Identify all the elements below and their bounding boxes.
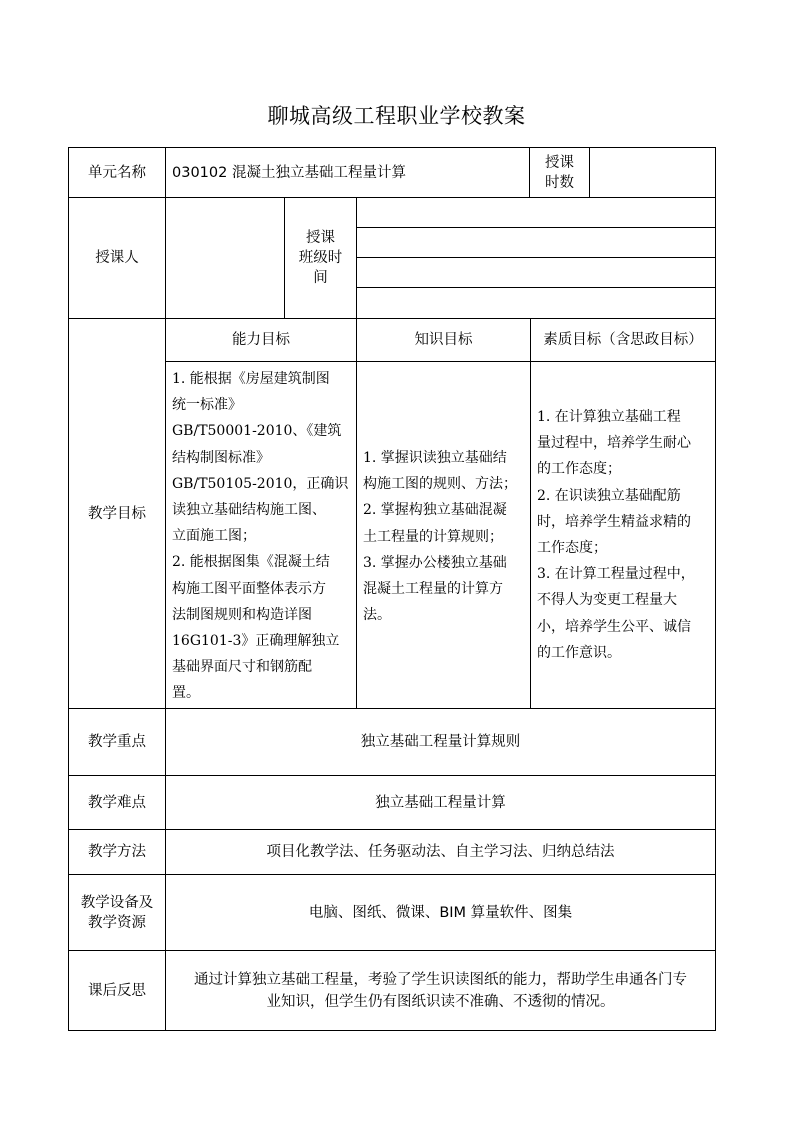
ability-objective-header: 能力目标 xyxy=(232,332,290,348)
teacher-value xyxy=(166,198,284,318)
ability-objective-text: 1. 能根据《房屋建筑制图 统一标准》 GB/T50001-2010、《建筑 结构制图标准》 GB/T50105-2010，正确识 读独立基础结构施工图、 立面施工图； 2. 能根据图集《混凝土结 构施工图平面整体表示方 法制图规则和构造详图 16G101-3》正确理解独立 基础界面尺寸和钢筋配 置。 xyxy=(172,371,349,702)
teacher-label: 授课人 xyxy=(95,250,139,266)
class-time-slot-1 xyxy=(357,198,715,227)
resources-label: 教学设备及 教学资源 xyxy=(80,894,154,931)
difficulty-value: 独立基础工程量计算 xyxy=(375,794,506,811)
class-time-slot-4 xyxy=(357,288,715,318)
resources-value: 电脑、图纸、微课、BIM 算量软件、图集 xyxy=(308,904,573,921)
teaching-hours-value xyxy=(590,148,715,197)
quality-objective-header: 素质目标（含思政目标） xyxy=(543,332,703,348)
page-title: 聊城高级工程职业学校教案 xyxy=(267,104,526,128)
knowledge-objective-header: 知识目标 xyxy=(414,332,473,348)
reflection-value: 通过计算独立基础工程量，考验了学生识读图纸的能力，帮助学生串通各门专 业知识，但学生仍有图纸识读不准确、不透彻的情况。 xyxy=(194,971,687,1010)
method-value: 项目化教学法、任务驱动法、自主学习法、归纳总结法 xyxy=(266,844,615,860)
knowledge-objective-text: 1. 掌握识读独立基础结 构施工图的规则、方法； 2. 掌握构独立基础混凝 土工程量的计算规则； 3. 掌握办公楼独立基础 混凝土工程量的计算方 法。 xyxy=(363,450,517,624)
class-time-slot-2 xyxy=(357,228,715,257)
class-time-slot-3 xyxy=(357,258,715,287)
difficulty-label: 教学难点 xyxy=(88,794,146,811)
class-time-label: 授课 班级时 间 xyxy=(298,230,343,286)
key-point-label: 教学重点 xyxy=(88,734,146,750)
key-point-value: 独立基础工程量计算规则 xyxy=(360,734,521,750)
reflection-label: 课后反思 xyxy=(88,982,146,999)
objectives-label: 教学目标 xyxy=(88,505,146,522)
teaching-hours-label: 授课 时数 xyxy=(545,154,574,191)
method-label: 教学方法 xyxy=(88,844,146,860)
unit-name-value: 030102 混凝土独立基础工程量计算 xyxy=(172,164,406,181)
unit-name-label: 单元名称 xyxy=(88,164,146,181)
quality-objective-text: 1. 在计算独立基础工程 量过程中，培养学生耐心 的工作态度； 2. 在识读独立基础配筋 时，培养学生精益求精的 工作态度； 3. 在计算工程量过程中， 不得人为变更工程量大 小，培养学生公平、诚信 的工作意识。 xyxy=(537,409,695,661)
